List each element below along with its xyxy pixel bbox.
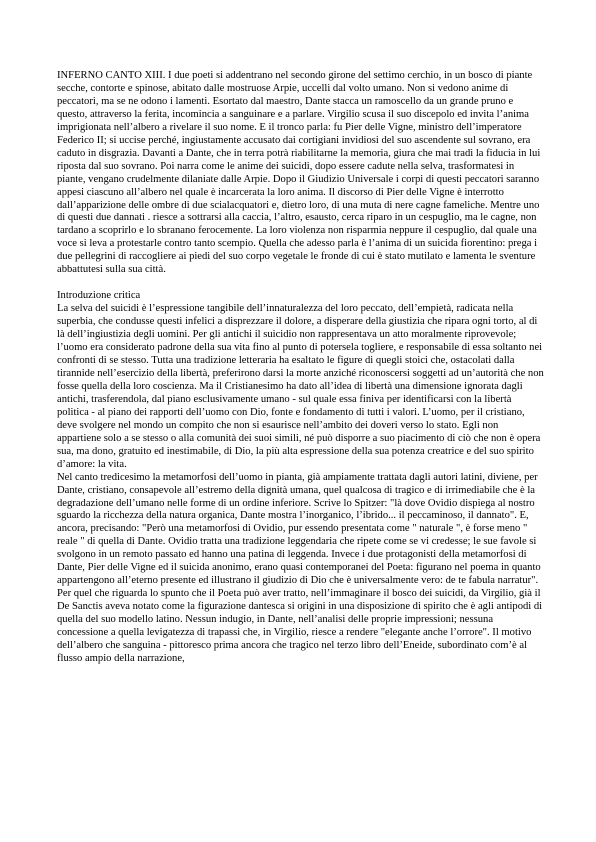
body-paragraph-2: Nel canto tredicesimo la metamorfosi dell’uomo in pianta, già ampiamente trattata dagli autori latini, diviene, per Dante, cristiano, consapevole all’estremo della dignità umana, quel qualcosa di tragico e di irrimediabile che è la degradazione dell’umano nelle forme di un ordine inferiore. Scrive lo Spitzer: "là dove Ovidio dispiega al nostro sguardo la ricchezza della natura organica, Dante mostra l’inorganico, l’ibrido... il peccaminoso, il dannato". E, ancora, precisando: "Però una metamorfosi di Ovidio, pur essendo presentata come " naturale ", è forse meno " reale " di quella di Dante. Ovidio tratta una tradizione leggendaria che ripete come se vi credesse; le sue favole si svolgono in un remoto passato ed hanno una patina di leggenda. Invece i due protagonisti della metamorfosi di Dante, Pier delle Vigne ed il suicida anonimo, erano quasi contemporanei del Poeta: figurano nel poema in quanto appartengono all’eterno presente ed illustrano il giudizio di Dio che è universalmente vero: de te fabula narratur".: [57, 471, 541, 587]
section-heading: Introduzione critica: [57, 290, 141, 302]
paragraph-spacer: [57, 277, 544, 290]
document-page: [57, 70, 544, 666]
body-paragraph-1: La selva del suicidi è l’espressione tangibile dell’innaturalezza del loro peccato, dell’empietà, radicata nella superbia, che condusse questi infelici a disprezzare il dolore, a disperare della giustizia che ripara ogni torto, al di là dell’ingiustizia degli uomini. Per gli antichi il suicidio non rappresentava un atto moralmente riprovevole; l’uomo era considerato padrone della sua vita fino al punto di potersela togliere, e responsabile di essa soltanto nei confronti di se stesso. Tutta una tradizione letteraria ha esaltato le figure di quegli stoici che, ostacolati dalla tirannide nell’esercizio della libertà, preferirono darsi la morte anziché riconoscersi soggetti ad un’autorità che non fosse quella della loro coscienza. Ma il Cristianesimo ha dato all’idea di libertà una dimensione ignorata dagli antichi, trasferendola, dal piano esclusivamente umano - sul quale essa finiva per identificarsi con la libertà politica - al piano dei rapporti dell’uomo con Dio, fonte e fondamento di tutti i valori. L’uomo, per il cristiano, deve svolgere nel mondo un compito che non si esaurisce nell’ambito dei doveri verso lo stato. Egli non appartiene solo a se stesso o alla comunità dei suoi simili, né può disporre a suo piacimento di ciò che non è opera sua, ma dono, gratuito ed inestimabile, di Dio, la più alta espressione della sua potenza creatrice e del suo spirito d’amore: la vita.: [57, 303, 544, 470]
canto-summary: INFERNO CANTO XIII. I due poeti si addentrano nel secondo girone del settimo cerchio, in un bosco di piante secche, contorte e spinose, abitato dalle mostruose Arpie, uccelli dal volto umano. Non si vedono anime di peccatori, ma se ne odono i lamenti. Esortato dal maestro, Dante stacca un ramoscello da un grande pruno e questo, attraverso la ferita, incomincia a sanguinare e a parlare. Virgilio scusa il suo discepolo ed invita l’anima imprigionata nell’albero a rivelare il suo nome. E il tronco parla: fu Pier delle Vigne, ministro dell’imperatore Federico II; si uccise perché, ingiustamente accusato dai cortigiani invidiosi del suo ascendente sul sovrano, era caduto in disgrazia. Davanti a Dante, che in terra potrà riabilitarne la memoria, giura che mai tradì la fiducia in lui riposta dal suo sovrano. Poi narra come le anime dei suicidi, dopo essere cadute nella selva, trasformatesi in piante, vengano crudelmente dilaniate dalle Arpie. Dopo il Giudizio Universale i corpi di questi peccatori saranno appesi ciascuno all’albero nel quale è incarcerata la loro anima. Il discorso di Pier delle Vigne è interrotto dall’apparizione delle ombre di due scialacquatori e, dietro loro, di una muta di nere cagne fameliche. Mentre uno di questi due dannati . riesce a sottrarsi alla caccia, l’altro, esausto, cerca riparo in un cespuglio, ma le cagne, non tardano a scoprirlo e lo sbranano ferocemente. La loro violenza non risparmia neppure il cespuglio, dal quale una voce si leva a protestarle contro tanto scempio. Quella che adesso parla è l’anima di un suicida fiorentino: prega i due pellegrini di raccogliere ai piedi del suo corpo vegetale le fronde di cui è stato mutilato e lamenta le sventure abbattutesi sulla sua città.: [57, 70, 541, 276]
body-paragraph-3: Per quel che riguarda lo spunto che il Poeta può aver tratto, nell’immaginare il bosco dei suicidi, da Virgilio, già il De Sanctis aveva notato come la figurazione dantesca si origini in una disposizione di spirito che è agli antipodi di quella del suo modello latino. Nessun indugio, in Dante, nell’analisi delle proprie impressioni; nessuna concessione a quella levigatezza di trapassi che, in Virgilio, riesce a rendere "elegante anche l’orrore". Il motivo dell’albero che sanguina - pittoresco prima ancora che tragico nel terzo libro dell’Eneide, subordinato com’è al flusso ampio della narrazione,: [57, 588, 543, 664]
